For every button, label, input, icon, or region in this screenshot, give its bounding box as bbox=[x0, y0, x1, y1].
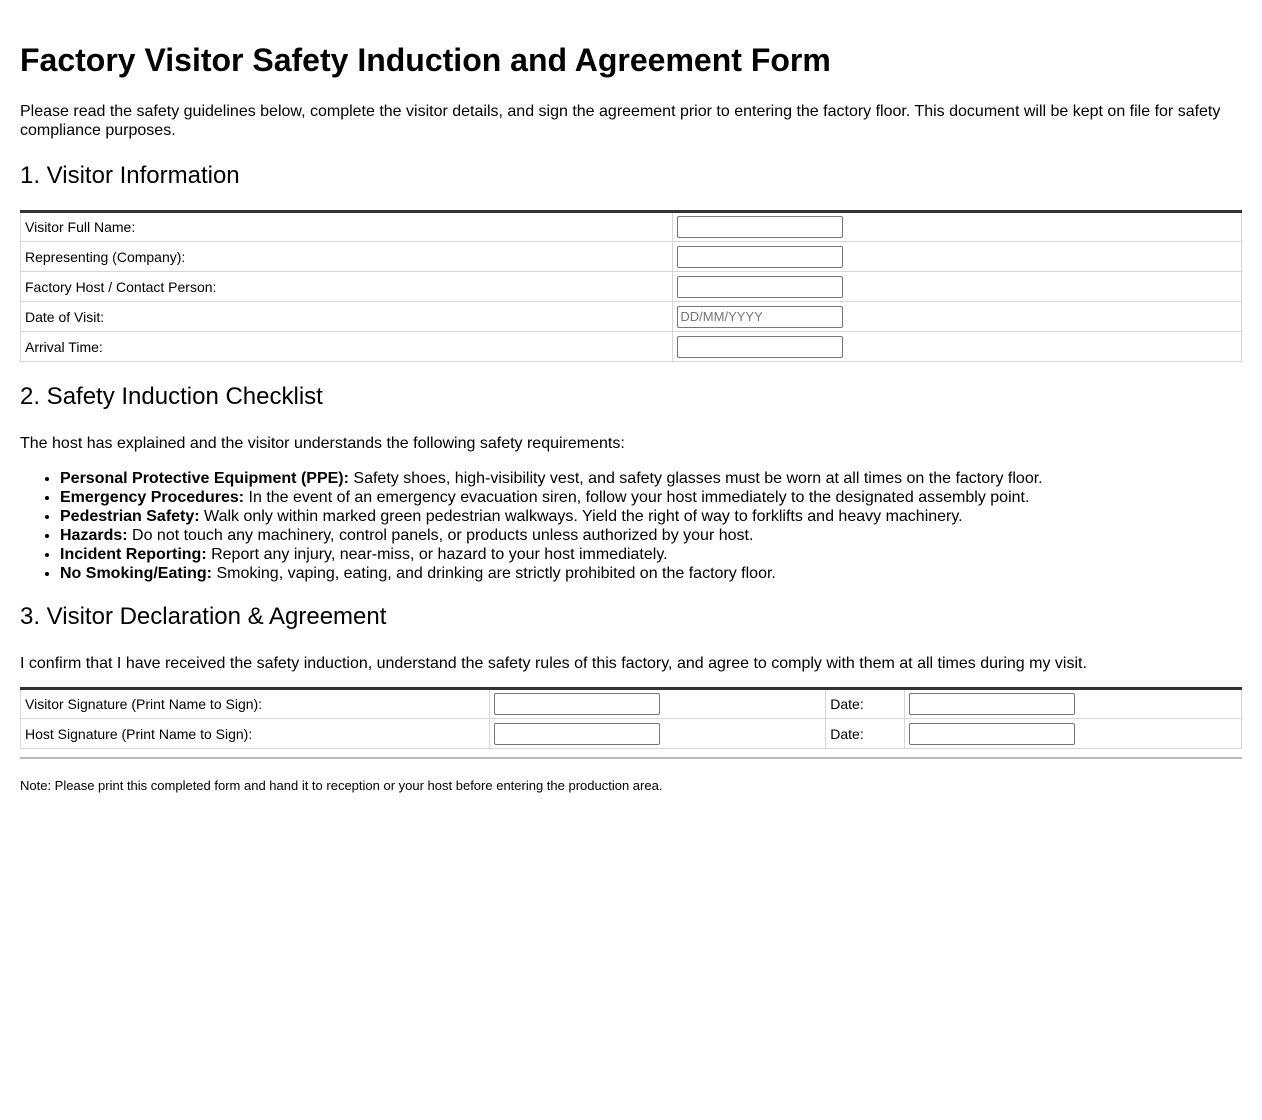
list-item bbox=[60, 545, 1242, 564]
host-signature-input[interactable] bbox=[494, 723, 660, 745]
list-item bbox=[60, 488, 1242, 507]
table-row bbox=[21, 272, 1242, 302]
requirement-text: Walk only within marked green pedestrian walkways. Yield the right of way to forklifts and heavy machinery. bbox=[199, 508, 963, 525]
requirement-text: Report any injury, near-miss, or hazard to your host immediately. bbox=[206, 546, 668, 563]
checklist-lead-text: The host has explained and the visitor understands the following safety requirements: bbox=[20, 435, 625, 452]
requirement-term: Emergency Procedures: bbox=[60, 489, 245, 506]
requirement-term: Hazards: bbox=[60, 527, 128, 544]
row-label: Arrival Time: bbox=[21, 332, 673, 362]
visitor-signature-input[interactable] bbox=[494, 693, 660, 715]
page-title: Factory Visitor Safety Induction and Agreement Form bbox=[20, 42, 831, 78]
row-label: Representing (Company): bbox=[21, 242, 673, 272]
requirement-term: Pedestrian Safety: bbox=[60, 508, 200, 525]
requirement-text: Do not touch any machinery, control panels, or products unless authorized by your host. bbox=[127, 527, 754, 544]
factory-host-input[interactable] bbox=[677, 276, 843, 298]
divider bbox=[20, 757, 1242, 759]
list-item bbox=[60, 507, 1242, 526]
row-label: Host Signature (Print Name to Sign): bbox=[21, 719, 490, 749]
requirement-term: Incident Reporting: bbox=[60, 546, 207, 563]
table-row bbox=[21, 332, 1242, 362]
host-date-input[interactable] bbox=[909, 723, 1075, 745]
table-row bbox=[21, 719, 1242, 749]
declaration-text: I confirm that I have received the safety induction, understand the safety rules of this factory, and agree to comply with them at all times during my visit. bbox=[20, 655, 1087, 672]
list-item bbox=[60, 564, 1242, 583]
company-input[interactable] bbox=[677, 246, 843, 268]
date-of-visit-input[interactable] bbox=[677, 306, 843, 328]
table-row bbox=[21, 212, 1242, 242]
requirement-term: No Smoking/Eating: bbox=[60, 565, 212, 582]
requirement-text: Safety shoes, high-visibility vest, and safety glasses must be worn at all times on the factory floor. bbox=[348, 470, 1043, 487]
footer-note: Note: Please print this completed form and hand it to reception or your host before entering the production area. bbox=[20, 778, 663, 793]
row-label: Visitor Signature (Print Name to Sign): bbox=[21, 689, 490, 719]
table-row bbox=[21, 689, 1242, 719]
section-heading-visitor-information: 1. Visitor Information bbox=[20, 162, 240, 189]
date-label: Date: bbox=[826, 689, 905, 719]
safety-requirements-list bbox=[20, 469, 1242, 583]
row-label: Factory Host / Contact Person: bbox=[21, 272, 673, 302]
requirement-text: In the event of an emergency evacuation siren, follow your host immediately to the designated assembly point. bbox=[244, 489, 1030, 506]
list-item bbox=[60, 469, 1242, 488]
date-label: Date: bbox=[826, 719, 905, 749]
table-row bbox=[21, 302, 1242, 332]
signature-table bbox=[20, 687, 1242, 749]
visitor-date-input[interactable] bbox=[909, 693, 1075, 715]
requirement-term: Personal Protective Equipment (PPE): bbox=[60, 470, 349, 487]
requirement-text: Smoking, vaping, eating, and drinking are strictly prohibited on the factory floor. bbox=[212, 565, 776, 582]
visitor-information-table bbox=[20, 210, 1242, 362]
section-heading-declaration: 3. Visitor Declaration & Agreement bbox=[20, 603, 387, 630]
list-item bbox=[60, 526, 1242, 545]
row-label: Visitor Full Name: bbox=[21, 212, 673, 242]
intro-text: Please read the safety guidelines below, complete the visitor details, and sign the agreement prior to entering the factory floor. This document will be kept on file for safety compliance purposes. bbox=[20, 103, 1221, 139]
table-row bbox=[21, 242, 1242, 272]
arrival-time-input[interactable] bbox=[677, 336, 843, 358]
row-label: Date of Visit: bbox=[21, 302, 673, 332]
section-heading-safety-checklist: 2. Safety Induction Checklist bbox=[20, 383, 323, 410]
visitor-full-name-input[interactable] bbox=[677, 216, 843, 238]
